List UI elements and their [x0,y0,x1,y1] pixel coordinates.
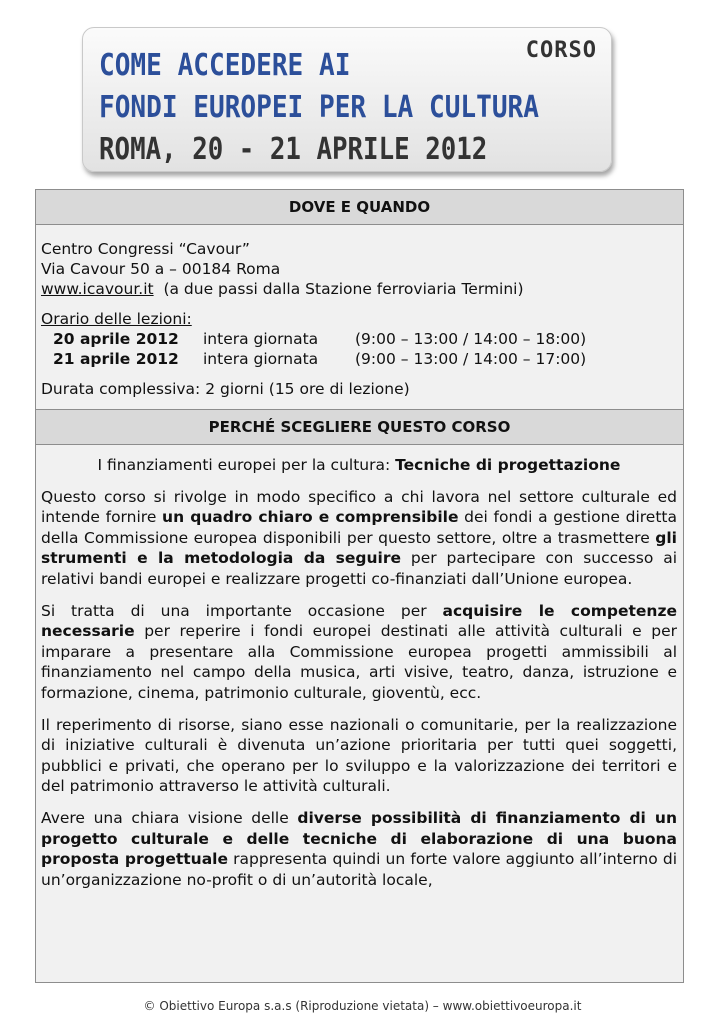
course-banner [82,27,612,172]
text: Si tratta di una importante occasione per [41,601,443,620]
venue-address: Via Cavour 50 a – 00184 Roma [41,260,281,278]
text: per partecipare con successo ai relativi bandi europei e realizzare progetti co-finanziati dall’Unione europea. [41,549,677,588]
lead-emphasis: Tecniche di progettazione [395,456,621,474]
emphasis: un quadro chiaro e comprensibile [162,508,459,527]
banner-date-line: ROMA, 20 - 21 APRILE 2012 [99,132,488,167]
venue-website-note: (a due passi dalla Stazione ferroviaria Termini) [153,280,524,298]
schedule-label: Orario delle lezioni: [41,310,192,328]
emphasis: diverse possibilità di finanziamento di un progetto culturale e delle tecniche di elaborazione di una buona proposta progettuale [41,808,677,869]
section-heading-why: PERCHÉ SCEGLIERE QUESTO CORSO [36,409,683,445]
schedule-type: intera giornata [203,350,319,368]
section-heading-where: DOVE E QUANDO [36,190,683,225]
paragraph-3: Il reperimento di risorse, siano esse nazionali o comunitarie, per la realizzazione di iniziative culturali è divenuta un’azione prioritaria per tutti quei soggetti, pubblici e privati, che operano per lo sviluppo e la valorizzazione dei territori e del patrimonio attraverso le attività culturali. [41,715,677,796]
text: Avere una chiara visione delle [41,808,298,827]
schedule-date: 20 aprile 2012 [53,330,179,348]
venue-website-line [41,279,677,299]
paragraph-1 [41,487,677,590]
lead-text: I finanziamenti europei per la cultura: [97,456,396,474]
paragraph-4 [41,808,677,890]
text: Questo corso si rivolge in modo specifico a chi lavora nel settore culturale ed intende fornire [41,487,677,527]
where-section [36,225,683,409]
course-duration: Durata complessiva: 2 giorni (15 ore di lezione) [41,380,410,398]
schedule-row [41,329,677,349]
banner-title-line-2: FONDI EUROPEI PER LA CULTURA [99,90,539,125]
schedule-date: 21 aprile 2012 [53,350,179,368]
info-box [35,189,684,983]
paragraph-2 [41,601,677,704]
schedule-hours: (9:00 – 13:00 / 14:00 – 17:00) [355,350,587,368]
text: rappresenta quindi un forte valore aggiunto all’interno di un’organizzazione no-profit o di un’autorità locale, [41,850,677,889]
banner-title-line-1: COME ACCEDERE AI [99,48,351,83]
venue-website-link[interactable]: www.icavour.it [41,280,154,298]
why-section [36,445,683,890]
schedule-hours: (9:00 – 13:00 / 14:00 – 18:00) [355,330,587,348]
page-footer: © Obiettivo Europa s.a.s (Riproduzione vietata) – www.obiettivoeuropa.it [143,999,582,1013]
text: dei fondi a gestione diretta della Commissione europea disponibili per questo settore, oltre a trasmettere [41,508,677,547]
emphasis: acquisire le competenze necessarie [41,601,677,641]
lead-line [41,455,677,476]
venue-name: Centro Congressi “Cavour” [41,240,250,258]
banner-tag: CORSO [525,38,597,63]
text: per reperire i fondi europei destinati alle attività culturali e per imparare a presentare alla Commissione europea progetti ammissibili al finanziamento nel campo della musica, arti visive, teatro, danza, istruzione e formazione, cinema, patrimonio culturale, gioventù, ecc. [41,622,677,702]
emphasis: gli strumenti e la metodologia da seguire [41,528,677,568]
schedule-type: intera giornata [203,330,319,348]
schedule-row [41,349,677,369]
